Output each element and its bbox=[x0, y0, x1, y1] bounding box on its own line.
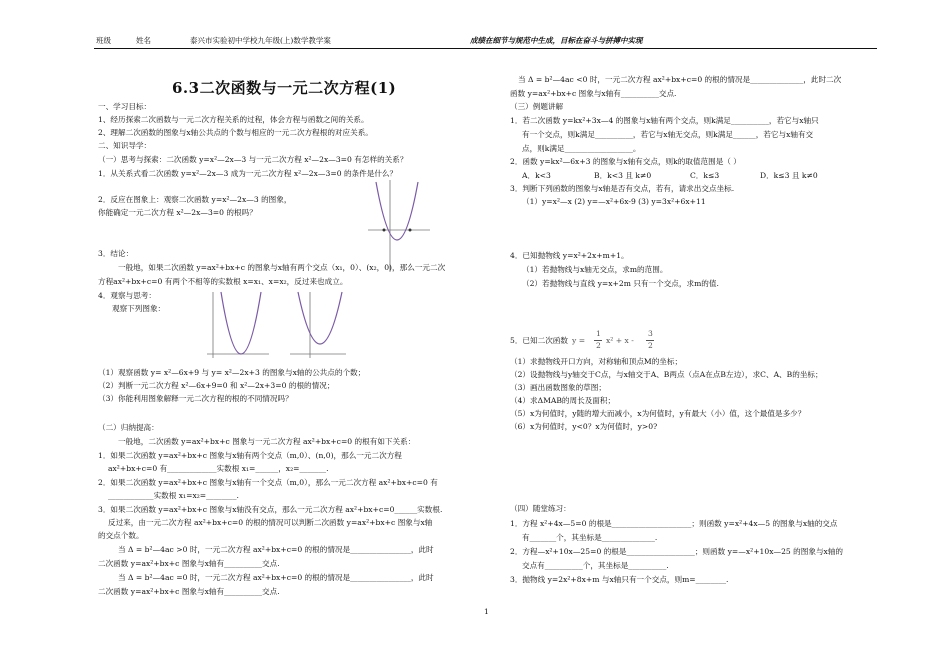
formula-rhs: x² + x - bbox=[606, 336, 634, 345]
text-line: 2．反应在图象上：观察二次函数 y=x²—2x—3 的图象， bbox=[98, 195, 292, 204]
text-line: 点，则k满足__________________。 bbox=[522, 144, 641, 153]
parabola-graph-1 bbox=[368, 180, 430, 272]
text-line: 有_______个，其坐标是______________. bbox=[522, 533, 658, 542]
header-school-line: 泰兴市实验初中学校九年级(上)数学教学案 bbox=[190, 36, 331, 45]
text-line: （1）y=x²—x (2) y=—x²+6x-9 (3) y=3x²+6x+11 bbox=[522, 197, 706, 206]
text-line: 3．结论： bbox=[98, 249, 134, 258]
text-line: 当 Δ = b²—4ac <0 时，一元二次方程 ax²+bx+c=0 的根的情况是______________，此时二次 bbox=[518, 75, 842, 84]
text-line: 方程ax²+bx+c=0 有两个不相等的实数根 x=x₁、x=x₂，反过来也成立。 bbox=[98, 277, 348, 286]
text-line: （2）判断一元二次方程 x²—6x+9=0 和 x²—2x+3=0 的根的情况； bbox=[98, 381, 335, 390]
text-line: 你能确定一元二次方程 x²—2x—3=0 的根吗？ bbox=[98, 208, 257, 217]
text-line: 有一个交点，则k满足__________，若它与x轴无交点，则k满足______，若它与x轴有交 bbox=[522, 130, 814, 139]
text-line: ____________实数根 x₁=x₂=________. bbox=[108, 491, 239, 500]
section-heading: （四）随堂练习： bbox=[510, 504, 571, 513]
parabola-curve bbox=[376, 182, 418, 240]
fraction-numerator: 1 bbox=[596, 329, 601, 338]
text-line: （1）观察函数 y= x²—6x+9 与 y= x²—2x+3 的图象与x轴的公共点的个数； bbox=[98, 368, 366, 377]
section-heading: 二、知识导学： bbox=[98, 141, 152, 150]
text-line: 5．已知二次函数 bbox=[510, 336, 568, 345]
text-line: （5）x为何值时，y随的增大而减小，x为何值时，y有最大（小）值，这个最值是多少？ bbox=[510, 409, 806, 418]
text-line: 3．抛物线 y=2x²+8x+m 与x轴只有一个交点，则m=________. bbox=[510, 575, 729, 584]
page-title: 6.3二次函数与一元二次方程(1) bbox=[172, 79, 397, 97]
header-name-label: 姓名 bbox=[136, 36, 151, 45]
text-line: 一般地，如果二次函数 y=ax²+bx+c 的图象与x轴有两个交点（x₁，0）、(x₂，0)，那么一元二次 bbox=[118, 263, 446, 272]
parabola-curve bbox=[298, 292, 342, 344]
section-heading: 一、学习目标： bbox=[98, 102, 152, 111]
choice-d: D．k≤3 且 k≠0 bbox=[760, 171, 818, 180]
text-line: 2．方程—x²+10x—25=0 的根是__________________；则函数 y=—x²+10x—25 的图象与x轴的 bbox=[510, 547, 844, 556]
choice-b: B．k<3 且 k≠0 bbox=[594, 171, 652, 180]
text-line: 的交点个数。 bbox=[98, 531, 144, 540]
text-line: 1．如果二次函数 y=ax²+bx+c 图象与x轴有两个交点（m,0）、(n,0)，那么一元二次方程 bbox=[98, 451, 402, 460]
root-point bbox=[383, 229, 386, 232]
text-line: 函数 y=ax²+bx+c 图象与x轴有__________交点. bbox=[510, 89, 677, 98]
text-line: （2）若抛物线与直线 y=x+2m 只有一个交点，求m的值. bbox=[522, 279, 719, 288]
text-line: （1）若抛物线与x轴无交点，求m的范围。 bbox=[522, 265, 668, 274]
text-line: （6）x为何值时，y<0？x为何值时，y>0? bbox=[510, 422, 658, 431]
text-line: 当 Δ = b²—4ac =0 时，一元二次方程 ax²+bx+c=0 的根的情况是________________，此时 bbox=[118, 573, 434, 582]
text-line: 2．函数 y=kx²—6x+3 的图象与x轴有交点，则k的取值范围是（ ） bbox=[510, 157, 741, 166]
text-line: 4．已知抛物线 y=x²+2x+m+1。 bbox=[510, 251, 629, 260]
text-line: ax²+bx+c=0 有_____________实数根 x₁=______，x₂=_______. bbox=[108, 464, 329, 473]
text-line: （3）你能利用图象解释一元二次方程的根的不同情况吗？ bbox=[98, 394, 293, 403]
header-motto: 成绩在细节与规范中生成，目标在奋斗与拼搏中实现 bbox=[470, 36, 643, 45]
text-line: 一般地，二次函数 y=ax²+bx+c 图象与一元二次方程 ax²+bx+c=0 的根有如下关系： bbox=[118, 437, 416, 446]
section-heading: （三）例题讲解 bbox=[510, 102, 564, 111]
text-line: 1、经历探索二次函数与一元二次方程关系的过程，体会方程与函数之间的关系。 bbox=[98, 115, 369, 124]
parabola-graph-3 bbox=[290, 292, 346, 358]
text-line: 1．若二次函数 y=kx²+3x—4 的图象与x轴有两个交点，则k满足__________，若它与x轴只 bbox=[510, 116, 819, 125]
text-line: （2）设抛物线与y轴交于C点，与x轴交于A、B两点（点A在点B左边），求C、A、B的坐标； bbox=[510, 370, 823, 379]
text-line: 2、理解二次函数的图象与x轴公共点的个数与相应的一元二次方程根的对应关系。 bbox=[98, 128, 373, 137]
text-line: 交点有__________个，其坐标是__________. bbox=[522, 561, 669, 570]
text-line: （4）求ΔMAB的周长及面积； bbox=[510, 396, 616, 405]
parabola-curve bbox=[221, 292, 261, 354]
choice-c: C．k≤3 bbox=[690, 171, 720, 180]
text-line: 二次函数 y=ax²+bx+c 图象与x轴有__________交点. bbox=[98, 559, 280, 568]
formula-lhs: y = bbox=[572, 336, 586, 345]
text-line: 反过来，由一元二次方程 ax²+bx+c=0 的根的情况可以判断二次函数 y=ax²+bx+c 图象与x轴 bbox=[108, 518, 433, 527]
text-line: （一）思考与探索：二次函数 y=x²—2x—3 与一元二次方程 x²—2x—3=0 有怎样的关系？ bbox=[98, 155, 408, 164]
header-rule bbox=[94, 48, 877, 49]
text-line: 4．观察与思考： bbox=[98, 291, 156, 300]
section-heading: （二）归纳提高： bbox=[98, 423, 159, 432]
choice-a: A．k<3 bbox=[522, 171, 551, 180]
text-line: （1）求抛物线开口方向，对称轴和顶点M的坐标； bbox=[510, 357, 683, 366]
header-class-label: 班级 bbox=[96, 36, 111, 45]
parabola-graph-2 bbox=[207, 292, 269, 358]
fraction-denominator: 2 bbox=[596, 341, 601, 350]
text-line: 1．从关系式看二次函数 y=x²—2x—3 成为一元二次方程 x²—2x—3=0 的条件是什么？ bbox=[98, 169, 398, 178]
text-line: 3．判断下列函数的图象与x轴是否有交点，若有，请求出交点坐标. bbox=[510, 184, 735, 193]
page-number: 1 bbox=[484, 607, 489, 616]
text-line: 3．如果二次函数 y=ax²+bx+c 图象与x轴没有交点，那么一元二次方程 ax²+bx+c=0______实数根. bbox=[98, 505, 443, 514]
text-line: 观察下列图象： bbox=[112, 304, 166, 313]
text-line: 二次函数 y=ax²+bx+c 图象与x轴有__________交点. bbox=[98, 587, 280, 596]
text-line: （3）画出函数图象的草图； bbox=[510, 383, 606, 392]
fraction-numerator: 3 bbox=[648, 329, 653, 338]
text-line: 当 Δ = b²—4ac >0 时，一元二次方程 ax²+bx+c=0 的根的情况是________________，此时 bbox=[118, 545, 434, 554]
text-line: 1．方程 x²+4x—5=0 的根是_____________________；则函数 y=x²+4x—5 的图象与x轴的交点 bbox=[510, 519, 838, 528]
fraction-denominator: 2 bbox=[648, 341, 653, 350]
text-line: 2．如果二次函数 y=ax²+bx+c 图象与x轴有一个交点（m,0），那么一元二次方程 ax²+bx+c=0 有 bbox=[98, 478, 438, 487]
root-point bbox=[409, 229, 412, 232]
